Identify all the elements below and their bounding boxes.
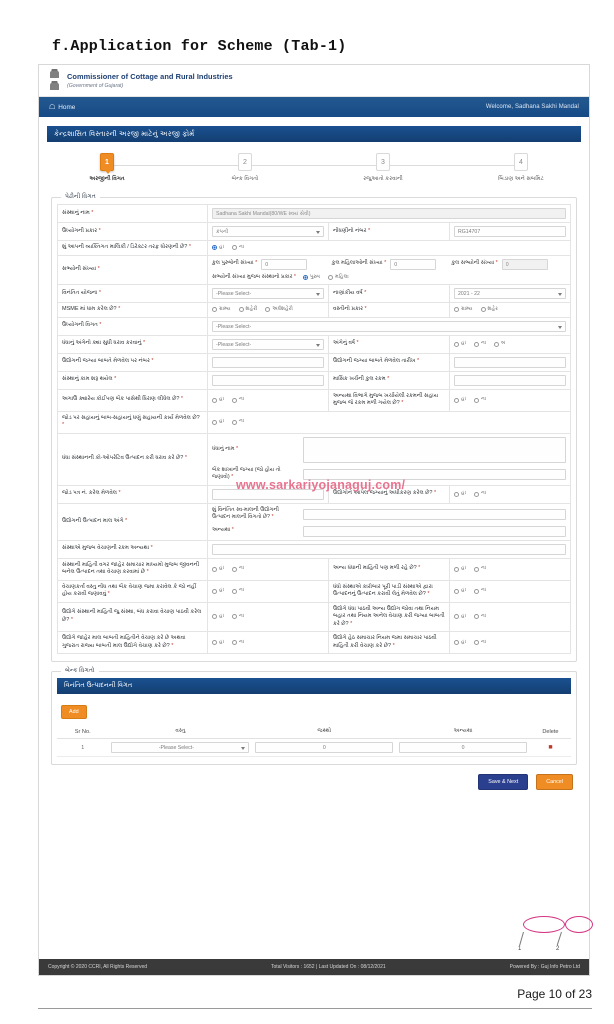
grid-col-0: Sr No.	[57, 725, 108, 739]
radio-dot	[474, 567, 479, 572]
annotation-label-2: 2	[556, 946, 560, 952]
select-scheme-name[interactable]: -Please Select-	[212, 288, 324, 299]
field2-bank-branch[interactable]	[454, 375, 566, 386]
radio-is-registered-radio-option[interactable]: હા	[212, 244, 224, 252]
form-row-trade-type	[58, 317, 571, 335]
label-annual-turnover: સંસ્થાએ મુજબ વેચાણની રકમ અન્યથા *	[58, 540, 208, 558]
form-grid	[57, 204, 571, 654]
select-registration-type[interactable]: કંપની	[212, 226, 324, 237]
count-label-1: કુલ મહિલાઓની સંખ્યા *	[331, 260, 387, 267]
section-title: કેન્દ્રશાસિત વિસ્તારની અરજી માટેનું અરજી ફોર્મ	[54, 129, 195, 138]
radio-loan-taken-option[interactable]: ના	[232, 396, 244, 404]
select-trade-type[interactable]: -Please Select-	[212, 321, 566, 332]
radio-other-subsidy-option[interactable]: ના	[232, 418, 244, 426]
grid-col-3: અન્યથા	[396, 725, 530, 739]
label2-q1: અન્ય ધંધાની માહિતી પણ મળી રહે છે? *	[329, 558, 450, 580]
form-actions	[39, 765, 589, 794]
form-row-education	[58, 335, 571, 353]
radio2-q1-option[interactable]: ના	[474, 565, 486, 573]
stack-consultancy	[212, 437, 566, 482]
radio-dot	[232, 640, 237, 645]
select-education[interactable]: -Please Select-	[212, 339, 324, 350]
radio-other-subsidy-option[interactable]: હા	[212, 418, 224, 426]
footer-visitors: Total Visitors : 1652 | Last Updated On : 08/12/2021	[271, 964, 386, 970]
radio-q2-option[interactable]: ના	[232, 587, 244, 595]
radio-dot	[454, 589, 459, 594]
label-trade-type: ઉધ્યોગની વિગત *	[58, 317, 208, 335]
form-row-q2	[58, 580, 571, 602]
form-row-scheme-name	[58, 285, 571, 303]
label-product-detail: ઉદ્યોગની ઉત્પાદન માલ અંગે *	[58, 503, 208, 540]
radio-is-registered-radio-option[interactable]: ના	[232, 244, 244, 252]
radio-dot	[212, 567, 217, 572]
radio-dot	[232, 420, 237, 425]
radio-other-subsidy[interactable]	[212, 418, 566, 426]
label-pan-number: જોડ પત્ર નં. કરેલ મેળવેલ *	[58, 485, 208, 503]
radio-loan-taken-option[interactable]: હા	[212, 396, 224, 404]
stack-label-0: ધંધાનું નામ *	[212, 445, 239, 452]
label-other-subsidy: જોડ પર સહાયનું બાબ-સહાયનું ધણું સહાયની કાર્ય મેળવેલ છે? *	[58, 411, 208, 433]
field2-registration-type[interactable]: RG14707	[454, 226, 566, 237]
field-annual-turnover[interactable]	[212, 544, 566, 555]
radio-dot	[454, 567, 459, 572]
items-table	[57, 725, 571, 757]
label2-registration-type: નોંધણીનો નંબર *	[329, 223, 450, 241]
label-msme-area: MSME માં ધામ કરેલ છે? *	[58, 303, 208, 318]
radio2-msme-area-option[interactable]: ગ્રામ્ય	[454, 306, 473, 314]
counts-member-count	[212, 259, 566, 270]
radio-dot	[454, 307, 459, 312]
nav-home-label: Home	[58, 103, 76, 111]
cell-qty-input[interactable]: 0	[255, 742, 393, 753]
label-q1: સંસ્થાની માહિતી વગર જાહેર સમાચાર માધ્યમો મુજબ જીવનની બનેલ ઉત્પાદન તથા વેચાણ કરવામાં છે *	[58, 558, 208, 580]
wizard-step-4[interactable]	[467, 153, 575, 183]
radio-is-registered-radio[interactable]	[212, 244, 566, 252]
radio-dot	[454, 492, 459, 497]
form-row-entity-name	[58, 205, 571, 223]
annotation-label-1: 1	[518, 946, 522, 952]
radio2-education-option[interactable]: બ	[494, 340, 505, 348]
radio-q1-option[interactable]: ના	[232, 565, 244, 573]
table-row	[57, 739, 571, 757]
label2-q2: ધંધો સંસ્થાએ કારોબાર પૂરી પાડી સંસ્થાએ દ્વારા ઉત્પાદનનું ઉત્પાદન કરાવી લેતું મેળવેલ છે? *	[329, 580, 450, 602]
label2-q4: ઉદ્યોગે હેઠ સમાચાર નિયમ જમા સમાચાર પાઠવી માહિતી કરી વેચાણ કરે છે? *	[329, 632, 450, 654]
main-navbar	[39, 97, 589, 117]
label2-scheme-name: નાણાંકીય વર્ષ *	[329, 285, 450, 303]
label2-bank-branch: માસિક ખર્ચની કુલ રકમ *	[329, 371, 450, 389]
radio-sub-member-count-option[interactable]: મહિલા	[328, 274, 349, 282]
wizard-step-label-2: બેન્ક વિગતો	[231, 176, 259, 182]
footer-copyright: Copyright © 2020 CCRI, All Rights Reserved	[48, 964, 148, 970]
wizard-step-number-4: 4	[514, 153, 528, 171]
label-q4: ઉદ્યોગે જાહેર માલ બાબતી માહિતીને વેચાણ કરે છે અથવા ગુજરાત રાજ્ય બાબતી માલ ઉદ્યોગે વેચાણ કરે છે? *	[58, 632, 208, 654]
wizard-step-number-1: 1	[100, 153, 114, 171]
radio-msme-area-option[interactable]: અર્ધશહેરી	[265, 306, 292, 314]
stack-product-detail	[212, 507, 566, 537]
page-title: f.Application for Scheme (Tab-1)	[52, 38, 347, 55]
radio2-q2[interactable]	[454, 587, 566, 595]
wizard-step-3[interactable]	[329, 153, 437, 183]
annotation-circle-save	[523, 916, 565, 933]
stack-field-0[interactable]	[303, 437, 566, 463]
count-field-1[interactable]: 0	[390, 259, 436, 270]
field-entity-name[interactable]: Sadhana Sakhi Mandal(80/WE સ્વયં સેવી)	[212, 208, 566, 219]
radio-q3-option[interactable]: હા	[212, 613, 224, 621]
wizard-step-number-2: 2	[238, 153, 252, 171]
label-education: ધંધાનું અંગેનો ક્યા સુધી ધરાવ કરવાનું *	[58, 335, 208, 353]
radio2-q3[interactable]	[454, 613, 566, 621]
radio-dot	[303, 275, 308, 280]
count-label-2: કુલ સભ્યોની સંખ્યા *	[451, 260, 498, 267]
form-row-product-detail	[58, 503, 571, 540]
radio-q3-option[interactable]: ના	[232, 613, 244, 621]
brand-subtitle: (Government of Gujarat)	[67, 82, 124, 89]
radio-q3[interactable]	[212, 613, 324, 621]
radio-dot	[454, 640, 459, 645]
label-entity-name: સંસ્થાનું નામ *	[58, 205, 208, 223]
radio-dot	[474, 492, 479, 497]
radio-dot	[212, 307, 217, 312]
fieldset-legend: પેઢીની વિગત	[61, 193, 100, 201]
radio-dot	[212, 398, 217, 403]
watermark: www.sarkariyojanaguj.com/	[236, 478, 406, 492]
radio-q4-option[interactable]: હા	[212, 639, 224, 647]
bank-fieldset-legend: બેન્ક વિગતો	[61, 667, 99, 675]
form-row-is-registered-radio	[58, 241, 571, 256]
radio-dot	[232, 589, 237, 594]
label-loan-taken: અગાઉ ક્યારેય કોઈપણ બેંક પાસેથી ધિરાણ લીધેલ છે? *	[58, 389, 208, 411]
wizard-step-number-3: 3	[376, 153, 390, 171]
radio-q4[interactable]	[212, 639, 324, 647]
page-footer	[39, 959, 589, 975]
label-member-count: સભ્યોની સંખ્યા *	[58, 255, 208, 285]
form-row-q4	[58, 632, 571, 654]
welcome-text: Welcome, Sadhana Sakhi Mandal	[485, 104, 579, 110]
wizard-step-1[interactable]	[53, 153, 161, 183]
radio-dot	[212, 614, 217, 619]
nav-spacer	[39, 117, 589, 126]
radio-loan-taken[interactable]	[212, 396, 324, 404]
radio2-education-option[interactable]: હા	[454, 340, 466, 348]
radio-q1-option[interactable]: હા	[212, 565, 224, 573]
india-emblem-icon	[47, 68, 62, 94]
section-title-bar	[47, 126, 581, 142]
stack-field-0[interactable]	[303, 509, 566, 520]
radio-sub-member-count[interactable]	[303, 274, 566, 282]
radio2-education[interactable]	[454, 340, 566, 348]
label-q2: વેચાણકર્તા વસ્તુ નોંધ તથા બેંક વેચાણ જમા કરાવેલ કે જો નહીં હોય કરાવી જણાવવું *	[58, 580, 208, 602]
radio2-pan-number-option[interactable]: હા	[454, 490, 466, 498]
wizard-step-2[interactable]	[191, 153, 299, 183]
radio-q2[interactable]	[212, 587, 324, 595]
bank-details-fieldset	[51, 667, 577, 765]
radio2-q2-option[interactable]: ના	[474, 587, 486, 595]
radio2-loan-taken[interactable]	[454, 396, 566, 404]
annotation-circle-cancel	[565, 916, 593, 933]
radio2-pan-number[interactable]	[454, 490, 566, 498]
form-row-bank-branch	[58, 371, 571, 389]
items-panel-title: વિનંતિત ઉત્પાદનની વિગત	[57, 678, 571, 694]
screenshot-frame	[38, 64, 590, 976]
trash-icon[interactable]: ■	[548, 744, 553, 751]
wizard-step-label-3: રજુઆતો કરવાની	[363, 176, 403, 182]
page-number: Page 10 of 23	[517, 987, 592, 1001]
label-scheme-name: વિનંતિત યોજના *	[58, 285, 208, 303]
field2-scheme-name[interactable]: 2021 - 22	[454, 288, 566, 299]
label2-pan-number: ઉદ્યોગોને આપેલ જગ્યાનું અધીકરણ કરેલ છે? *	[329, 485, 450, 503]
radio-dot	[232, 245, 237, 250]
cell-item-select[interactable]: -Please Select-	[111, 742, 249, 753]
form-row-annual-turnover	[58, 540, 571, 558]
footer-powered: Powered By : Guj Info Petro Ltd	[509, 964, 580, 970]
label-bank-branch: સંસ્થાનું કામ શરૂ થયેલ *	[58, 371, 208, 389]
field-unit-address[interactable]	[212, 357, 324, 368]
brand-name: Commissioner of Cottage and Rural Industries	[67, 71, 233, 81]
radio-q4-option[interactable]: ના	[232, 639, 244, 647]
radio2-q3-option[interactable]: હા	[454, 613, 466, 621]
cell-sr: 1	[57, 739, 108, 757]
form-row-msme-area	[58, 303, 571, 318]
radio-msme-area[interactable]	[212, 306, 324, 314]
radio2-loan-taken-option[interactable]: હા	[454, 396, 466, 404]
radio-dot	[232, 567, 237, 572]
radio-sub-member-count-option[interactable]: પુરુષ	[303, 274, 320, 282]
radio-dot	[212, 640, 217, 645]
step-wizard	[53, 153, 575, 193]
radio-dot	[481, 307, 486, 312]
radio2-q4[interactable]	[454, 639, 566, 647]
label-consultancy: ધંધા સંસ્થાનની કો-ઓપરેટિવ ઉત્પાદન કરી ધરાવ કરે છે? *	[58, 433, 208, 485]
cell-other-input[interactable]: 0	[399, 742, 527, 753]
radio-dot	[232, 614, 237, 619]
field-bank-branch[interactable]	[212, 375, 324, 386]
label2-q3: ઉદ્યોગે ધંધા પાઠવી અન્ય ઉદ્યોગ જોવા તથા નિયમ બહાર તથા નિયમ અનેલ વેચાણ કરી જગ્યા બાબતી કરે છે? *	[329, 602, 450, 632]
wizard-step-label-1: અરજીની વિગત	[89, 176, 125, 182]
label-registration-type: ઉધ્યોગની પ્રકાર *	[58, 223, 208, 241]
radio2-msme-area-option[interactable]: શહેર	[481, 306, 498, 314]
radio-msme-area-option[interactable]: ગ્રામ્ય	[212, 306, 231, 314]
radio-dot	[212, 589, 217, 594]
label-q3: ઉદ્યોગે સંસ્થાની માહિતી જુ સંસ્થા, બંધ કરાવા વેચાણ પાઠવી કરેલ છે? *	[58, 602, 208, 632]
radio-dot	[454, 342, 459, 347]
grid-col-1: વસ્તુ	[108, 725, 252, 739]
label-is-registered-radio: શું આપની વ્યક્તિગત માલિકી / ડિરેક્ટર તરફ ધોરણની છે? *	[58, 241, 208, 256]
count-label-0: કુલ પુરુષોની સંખ્યા *	[212, 260, 258, 267]
form-row-registration-type	[58, 223, 571, 241]
brand-header	[39, 65, 589, 97]
radio2-q1-option[interactable]: હા	[454, 565, 466, 573]
save-and-next-button[interactable]: Save & Next	[478, 774, 528, 790]
grid-col-4: Delete	[530, 725, 571, 739]
radio-dot	[454, 398, 459, 403]
radio-dot	[454, 614, 459, 619]
radio2-education-option[interactable]: ના	[474, 340, 486, 348]
radio-msme-area-option[interactable]: શહેરી	[239, 306, 258, 314]
radio2-loan-taken-option[interactable]: ના	[474, 396, 486, 404]
stack-label-0: શું વિનંતિત સ્વ-માલની ઉદ્યોગની ઉત્પાદન માલની વિગતો છે? *	[212, 506, 279, 520]
radio-dot	[239, 307, 244, 312]
cancel-button[interactable]: Cancel	[536, 774, 573, 790]
stack-field-1[interactable]	[303, 526, 566, 537]
field2-unit-address[interactable]	[454, 357, 566, 368]
radio-q1[interactable]	[212, 565, 324, 573]
home-icon: ☖	[49, 103, 56, 111]
radio-dot	[265, 307, 270, 312]
page-rule	[38, 1008, 592, 1009]
add-row-button[interactable]: Add	[61, 705, 87, 719]
radio-q2-option[interactable]: હા	[212, 587, 224, 595]
grid-col-2: જથ્થો	[252, 725, 396, 739]
radio-dot	[474, 640, 479, 645]
radio2-q1[interactable]	[454, 565, 566, 573]
form-row-loan-taken	[58, 389, 571, 411]
form-row-other-subsidy	[58, 411, 571, 433]
radio-dot	[474, 589, 479, 594]
radio-dot	[494, 342, 499, 347]
sub-label-member-count: સભ્યોની સંખ્યા મુજબ સંસ્થાનો પ્રકાર *	[212, 273, 297, 280]
radio2-q4-option[interactable]: હા	[454, 639, 466, 647]
radio2-q2-option[interactable]: હા	[454, 587, 466, 595]
radio-dot	[474, 342, 479, 347]
label2-education: અંગેનું વર્ષ *	[329, 335, 450, 353]
radio-dot	[232, 398, 237, 403]
radio-dot	[474, 614, 479, 619]
radio2-q3-option[interactable]: ના	[474, 613, 486, 621]
radio2-pan-number-option[interactable]: ના	[474, 490, 486, 498]
firm-details-fieldset	[51, 193, 577, 662]
radio-dot	[212, 420, 217, 425]
label2-unit-address: ઉદ્યોગની જગ્યા બાબતે મેળવેલ તારીખ *	[329, 353, 450, 371]
radio2-q4-option[interactable]: ના	[474, 639, 486, 647]
wizard-step-label-4: બિડાણ અને સબમિટ	[498, 176, 544, 182]
radio-dot	[212, 245, 217, 250]
radio2-msme-area[interactable]	[454, 306, 566, 314]
label2-msme-area: વસ્તીનો પ્રકાર *	[329, 303, 450, 318]
stack-label-1: અન્યથા *	[212, 527, 234, 534]
nav-home-link[interactable]	[49, 104, 75, 111]
radio-dot	[474, 398, 479, 403]
count-field-2[interactable]: 0	[502, 259, 548, 270]
radio-dot	[328, 275, 333, 280]
stack-label-1: બેંક શાખાની જગ્યા (જો હોય તો જણાવો) *	[212, 466, 281, 480]
form-row-member-count	[58, 255, 571, 285]
form-row-q3	[58, 602, 571, 632]
form-row-unit-address	[58, 353, 571, 371]
label-unit-address: ઉદ્યોગની જગ્યા બાબતે મેળવેલ પર નંબર *	[58, 353, 208, 371]
form-row-q1	[58, 558, 571, 580]
label2-loan-taken: અન્યથા વિભાગે મુજબ ખર્ચાયેલી રકમની સહાય મુજબ જે રકમ મળી ગયેલ છે? *	[329, 389, 450, 411]
count-field-0[interactable]: 0	[261, 259, 307, 270]
